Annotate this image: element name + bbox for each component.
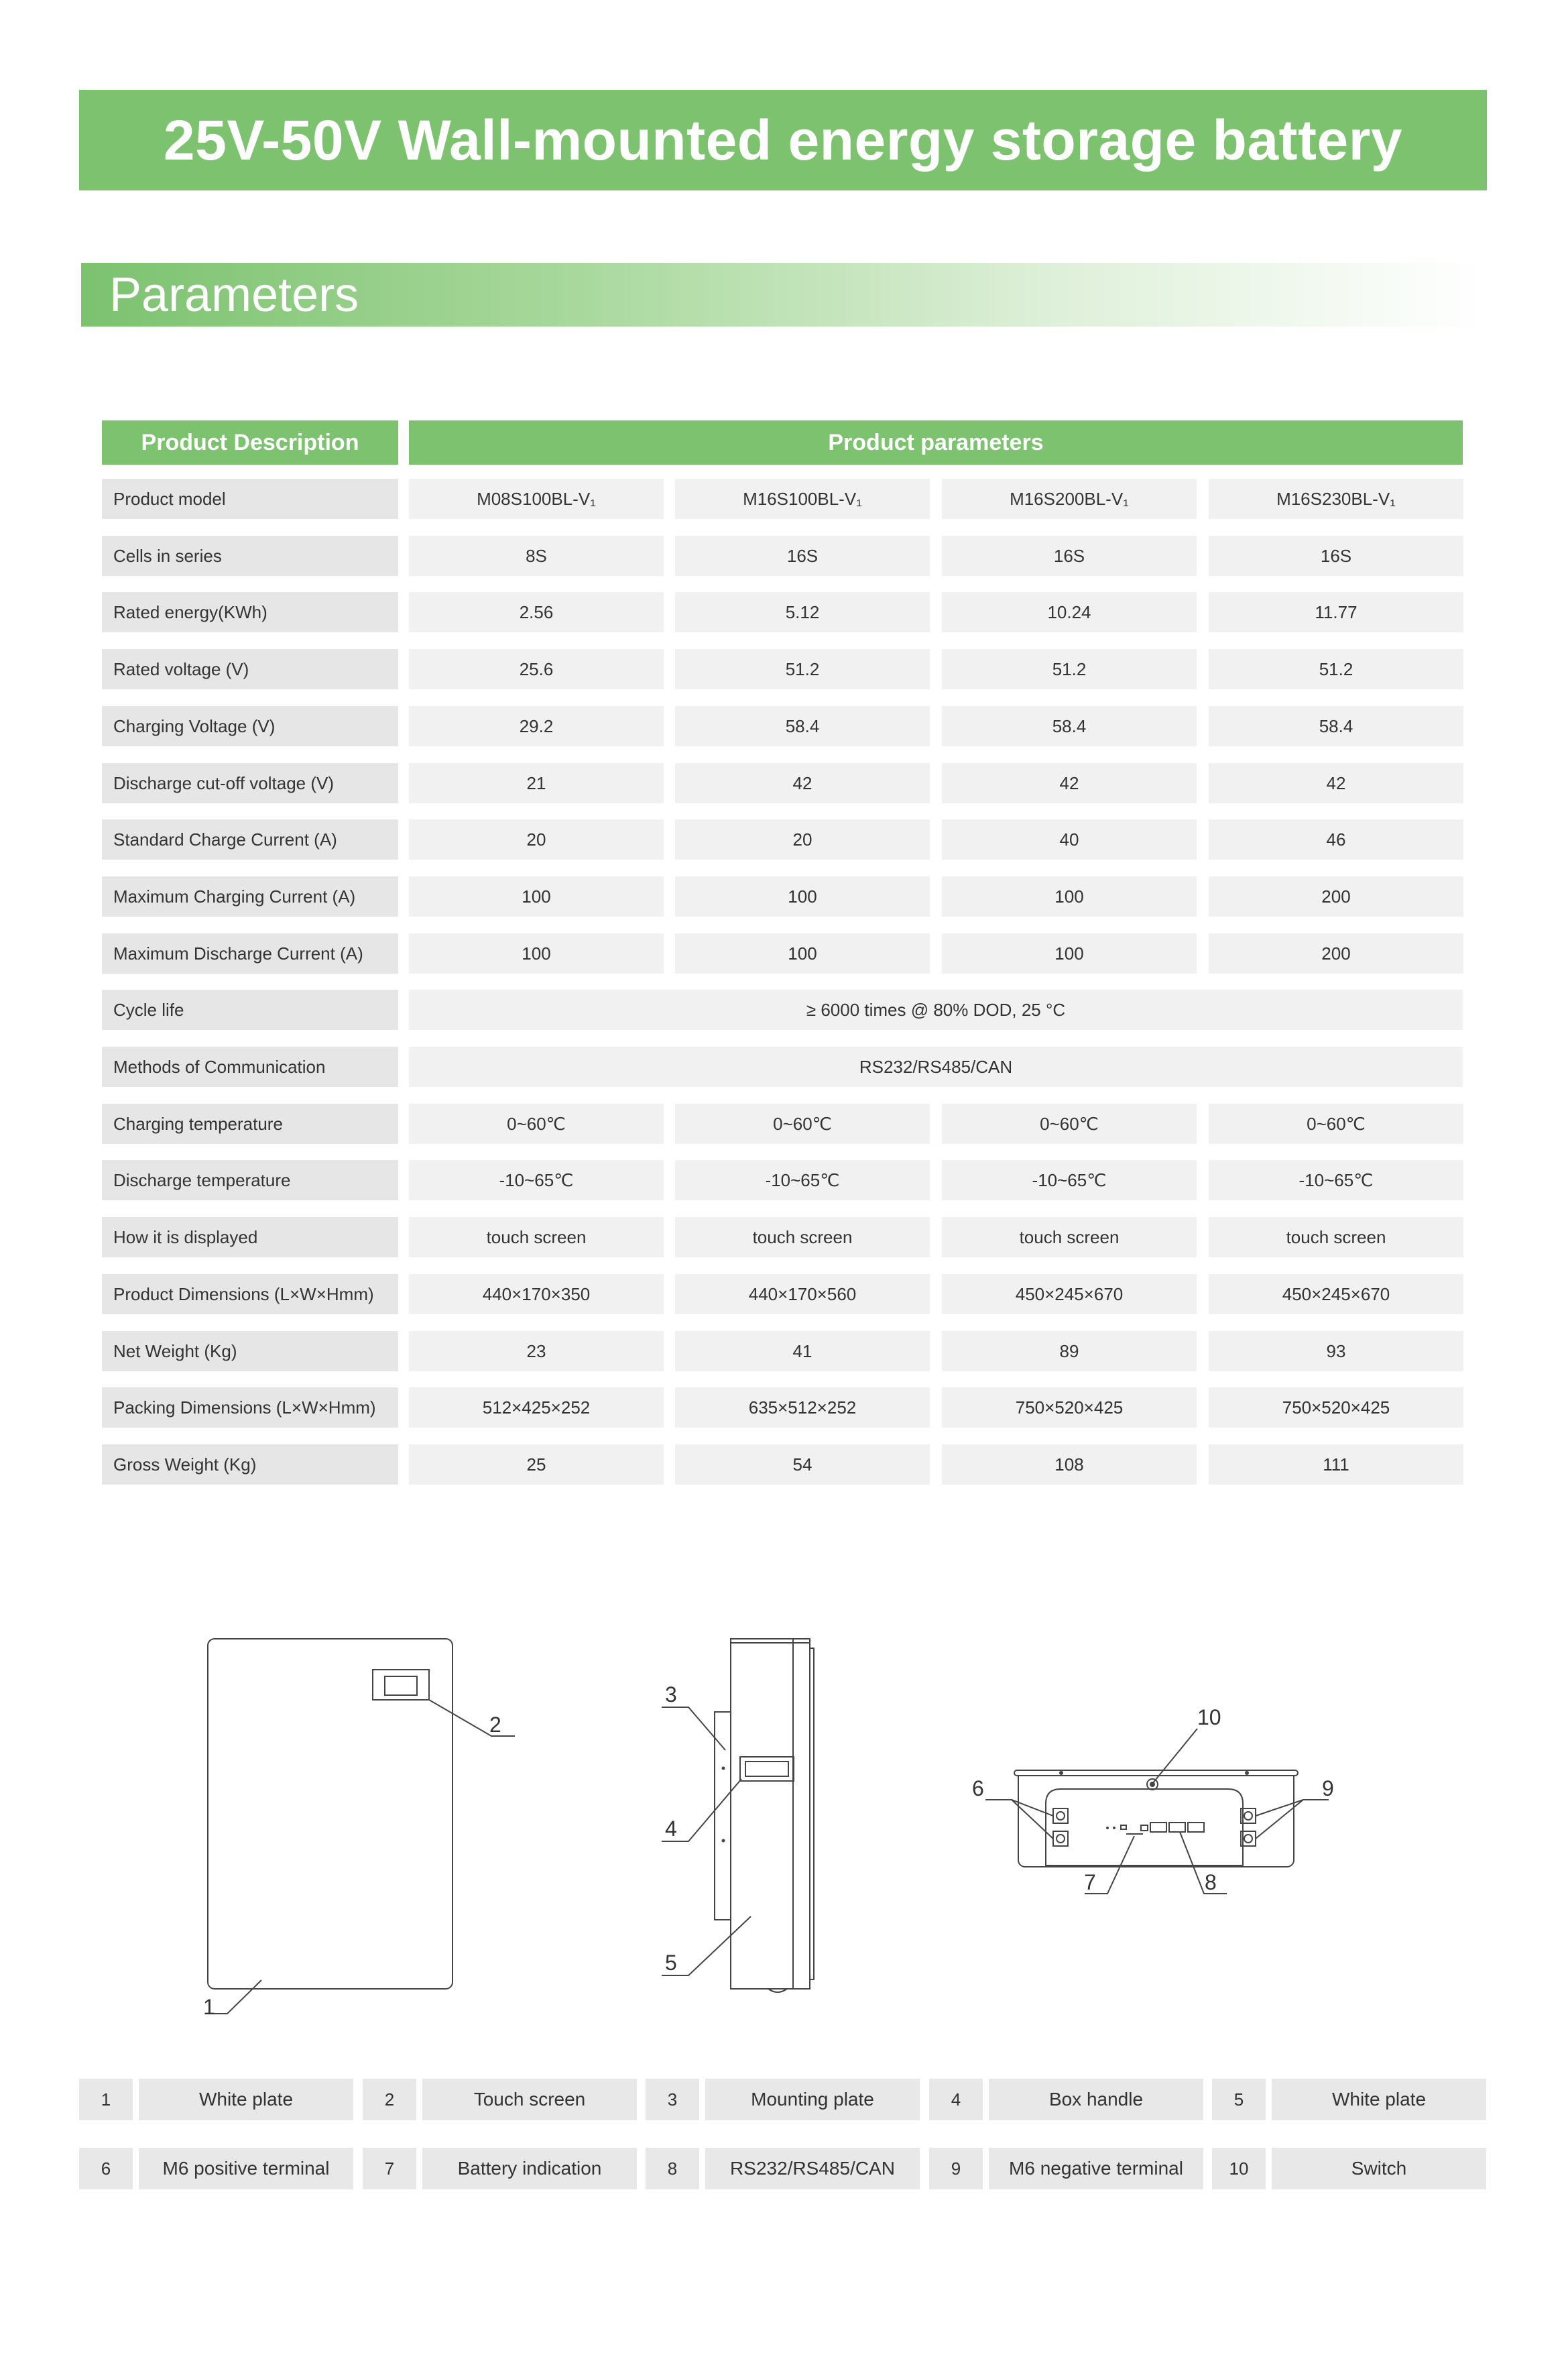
callout-7: 7 [1084, 1870, 1096, 1894]
row-value: 42 [1209, 763, 1463, 803]
legend-label: RS232/RS485/CAN [705, 2148, 920, 2189]
row-value: M16S200BL-V₁ [942, 479, 1197, 519]
callout-3: 3 [665, 1682, 677, 1707]
row-value: 5.12 [675, 592, 930, 632]
row-value: 40 [942, 819, 1197, 860]
row-value: 25 [409, 1444, 664, 1485]
side-view-drawing [662, 1639, 814, 1992]
section-title: Parameters [109, 268, 359, 322]
row-value: 750×520×425 [1209, 1387, 1463, 1428]
row-label: Rated energy(KWh) [102, 592, 398, 632]
callout-2: 2 [489, 1713, 501, 1737]
row-label: Cells in series [102, 536, 398, 576]
row-value: 42 [675, 763, 930, 803]
legend-label: Box handle [989, 2079, 1203, 2120]
callout-4: 4 [665, 1817, 677, 1841]
row-value: 42 [942, 763, 1197, 803]
legend-label: Touch screen [422, 2079, 637, 2120]
legend-label: White plate [1272, 2079, 1486, 2120]
row-value: 0~60℃ [675, 1104, 930, 1144]
row-value: 89 [942, 1331, 1197, 1371]
row-value: 23 [409, 1331, 664, 1371]
row-value: 100 [409, 933, 664, 974]
row-value: 21 [409, 763, 664, 803]
row-label: Packing Dimensions (L×W×Hmm) [102, 1387, 398, 1428]
row-label: Maximum Charging Current (A) [102, 876, 398, 917]
legend-number: 6 [79, 2148, 133, 2189]
callout-5: 5 [665, 1951, 677, 1975]
row-merged-value: ≥ 6000 times @ 80% DOD, 25 °C [409, 990, 1463, 1030]
callout-1: 1 [203, 1995, 215, 2019]
row-label: Rated voltage (V) [102, 649, 398, 689]
row-label: Product model [102, 479, 398, 519]
row-value: 440×170×350 [409, 1274, 664, 1314]
row-label: Discharge temperature [102, 1160, 398, 1200]
row-value: 16S [675, 536, 930, 576]
row-value: 111 [1209, 1444, 1463, 1485]
row-value: 635×512×252 [675, 1387, 930, 1428]
header-product-parameters: Product parameters [409, 420, 1463, 465]
row-value: 8S [409, 536, 664, 576]
row-value: M16S230BL-V₁ [1209, 479, 1463, 519]
row-value: 100 [675, 933, 930, 974]
row-value: -10~65℃ [409, 1160, 664, 1200]
row-label: How it is displayed [102, 1217, 398, 1257]
row-value: 0~60℃ [942, 1104, 1197, 1144]
row-value: 51.2 [675, 649, 930, 689]
row-value: 51.2 [1209, 649, 1463, 689]
row-label: Maximum Discharge Current (A) [102, 933, 398, 974]
callout-8: 8 [1205, 1870, 1217, 1894]
section-header [81, 263, 1485, 327]
row-value: 512×425×252 [409, 1387, 664, 1428]
row-value: 2.56 [409, 592, 664, 632]
row-value: touch screen [675, 1217, 930, 1257]
legend-number: 3 [646, 2079, 699, 2120]
row-label: Standard Charge Current (A) [102, 819, 398, 860]
row-value: 93 [1209, 1331, 1463, 1371]
row-value: touch screen [942, 1217, 1197, 1257]
row-value: 16S [942, 536, 1197, 576]
title-banner [79, 90, 1487, 190]
row-value: 200 [1209, 933, 1463, 974]
row-label: Cycle life [102, 990, 398, 1030]
row-label: Charging Voltage (V) [102, 706, 398, 746]
row-value: 46 [1209, 819, 1463, 860]
row-merged-value: RS232/RS485/CAN [409, 1047, 1463, 1087]
row-value: 58.4 [1209, 706, 1463, 746]
row-value: 100 [942, 876, 1197, 917]
legend-label: Switch [1272, 2148, 1486, 2189]
legend-label: White plate [139, 2079, 353, 2120]
callout-10: 10 [1197, 1705, 1221, 1729]
callout-6: 6 [972, 1776, 984, 1800]
row-value: 29.2 [409, 706, 664, 746]
row-value: touch screen [409, 1217, 664, 1257]
legend-number: 10 [1212, 2148, 1266, 2189]
row-value: M08S100BL-V₁ [409, 479, 664, 519]
row-value: 20 [675, 819, 930, 860]
legend-number: 9 [929, 2148, 983, 2189]
legend-label: M6 positive terminal [139, 2148, 353, 2189]
row-value: 11.77 [1209, 592, 1463, 632]
row-value: 41 [675, 1331, 930, 1371]
row-value: 750×520×425 [942, 1387, 1197, 1428]
row-value: 450×245×670 [1209, 1274, 1463, 1314]
row-value: -10~65℃ [675, 1160, 930, 1200]
row-value: 100 [942, 933, 1197, 974]
bottom-view-drawing [985, 1729, 1329, 1894]
row-value: 0~60℃ [1209, 1104, 1463, 1144]
legend-number: 5 [1212, 2079, 1266, 2120]
row-value: -10~65℃ [1209, 1160, 1463, 1200]
row-value: 58.4 [675, 706, 930, 746]
row-value: 16S [1209, 536, 1463, 576]
legend-number: 1 [79, 2079, 133, 2120]
row-value: 450×245×670 [942, 1274, 1197, 1314]
row-value: 58.4 [942, 706, 1197, 746]
row-value: 0~60℃ [409, 1104, 664, 1144]
row-value: 108 [942, 1444, 1197, 1485]
page-title: 25V-50V Wall-mounted energy storage battery [163, 108, 1403, 172]
row-value: 54 [675, 1444, 930, 1485]
legend-label: Mounting plate [705, 2079, 920, 2120]
legend-number: 2 [363, 2079, 416, 2120]
row-label: Gross Weight (Kg) [102, 1444, 398, 1485]
legend-number: 8 [646, 2148, 699, 2189]
row-value: 51.2 [942, 649, 1197, 689]
row-value: 200 [1209, 876, 1463, 917]
header-product-description: Product Description [102, 420, 398, 465]
row-value: touch screen [1209, 1217, 1463, 1257]
row-value: -10~65℃ [942, 1160, 1197, 1200]
row-value: 100 [409, 876, 664, 917]
row-label: Methods of Communication [102, 1047, 398, 1087]
row-value: 100 [675, 876, 930, 917]
front-view-drawing [208, 1639, 515, 2014]
row-label: Discharge cut-off voltage (V) [102, 763, 398, 803]
row-value: 440×170×560 [675, 1274, 930, 1314]
row-value: 25.6 [409, 649, 664, 689]
row-label: Net Weight (Kg) [102, 1331, 398, 1371]
row-label: Charging temperature [102, 1104, 398, 1144]
row-value: 10.24 [942, 592, 1197, 632]
row-value: 20 [409, 819, 664, 860]
legend-label: M6 negative terminal [989, 2148, 1203, 2189]
legend-number: 4 [929, 2079, 983, 2120]
callout-9: 9 [1322, 1776, 1334, 1800]
legend-number: 7 [363, 2148, 416, 2189]
row-label: Product Dimensions (L×W×Hmm) [102, 1274, 398, 1314]
legend-label: Battery indication [422, 2148, 637, 2189]
row-value: M16S100BL-V₁ [675, 479, 930, 519]
